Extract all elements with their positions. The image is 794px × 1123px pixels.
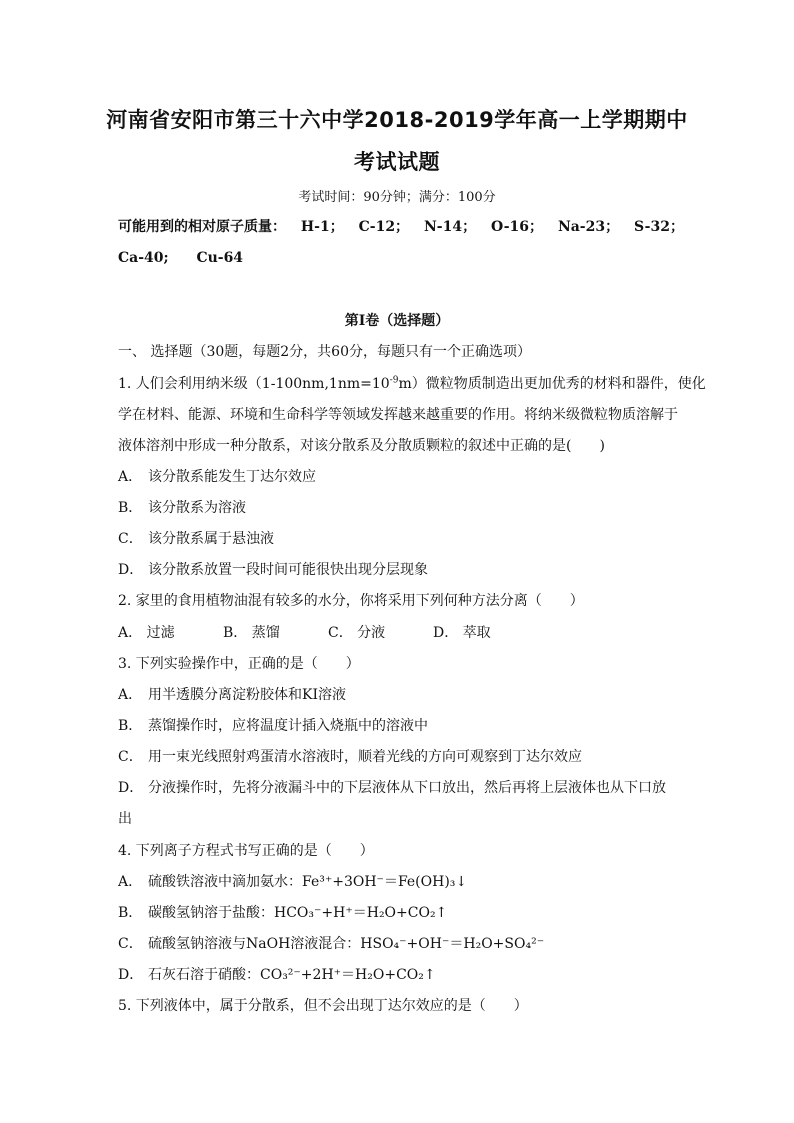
question-3-option-d-continuation: 出: [118, 811, 132, 827]
question-3-option-a: [118, 686, 684, 704]
option-label: B．: [118, 718, 143, 734]
question-1-option-c: [118, 530, 684, 548]
atomic-mass-item: O-16；: [491, 219, 544, 235]
option-text: 石灰石溶于硝酸：CO₃²⁻+2H⁺＝H₂O+CO₂↑: [148, 967, 436, 983]
atomic-mass-line: [118, 218, 684, 236]
option-text: 该分散系为溶液: [148, 500, 246, 516]
option-text: 萃取: [462, 625, 491, 641]
question-2-option-c: [328, 624, 433, 642]
atomic-mass-label: 可能用到的相对原子质量：: [118, 219, 286, 235]
question-1-option-a: [118, 468, 684, 486]
question-1-stem-line2: 学在材料、能源、环境和生命科学等领域发挥越来越重要的作用。将纳米级微粒物质溶解于: [118, 407, 678, 423]
option-label: D．: [118, 967, 144, 983]
option-text: 过滤: [146, 625, 175, 641]
atomic-mass-item: C-12；: [358, 219, 410, 235]
option-text: 用一束光线照射鸡蛋清水溶液时，顺着光线的方向可观察到丁达尔效应: [148, 749, 582, 765]
question-4-option-d: [118, 966, 684, 984]
section-intro: 一、 选择题（30题，每题2分，共60分，每题只有一个正确选项）: [118, 344, 531, 360]
question-2-option-b: [223, 624, 328, 642]
atomic-mass-item: H-1；: [300, 219, 344, 235]
page-title: 河南省安阳市第三十六中学2018-2019学年高一上学期期中: [106, 108, 688, 132]
option-label: A．: [118, 625, 143, 641]
question-3-option-d: [118, 779, 684, 797]
option-label: C．: [118, 749, 143, 765]
question-4-option-a: [118, 873, 684, 891]
atomic-mass-line-2: [118, 249, 684, 267]
option-text: 硫酸铁溶液中滴加氨水：Fe³⁺+3OH⁻＝Fe(OH)₃↓: [148, 874, 468, 890]
exam-info: 考试时间：90分钟；满分：100分: [298, 190, 496, 205]
question-4-option-b: [118, 904, 684, 922]
question-2-option-a: [118, 624, 223, 642]
exponent: -9: [389, 375, 399, 386]
question-3-option-b: [118, 717, 684, 735]
option-label: A．: [118, 687, 143, 703]
question-4-option-c: [118, 935, 684, 953]
option-label: B．: [118, 905, 143, 921]
atomic-mass-item: S-32；: [634, 219, 684, 235]
option-text: 分液: [357, 625, 386, 641]
question-3-option-c: [118, 748, 684, 766]
option-text: 该分散系能发生丁达尔效应: [148, 469, 316, 485]
option-label: B．: [223, 625, 248, 641]
page-title-continued: 考试试题: [354, 150, 440, 174]
option-text: 该分散系属于悬浊液: [148, 531, 274, 547]
section-title: 第I卷（选择题）: [344, 313, 450, 329]
option-text: 蒸馏操作时，应将温度计插入烧瓶中的溶液中: [148, 718, 428, 734]
atomic-mass-item: Cu-64: [196, 250, 244, 266]
question-3-stem: 3. 下列实验操作中，正确的是（ ）: [118, 656, 360, 672]
option-label: D．: [118, 780, 144, 796]
question-1-stem-line3: 液体溶剂中形成一种分散系，对该分散系及分散质颗粒的叙述中正确的是( ): [118, 438, 605, 454]
option-text: 分液操作时，先将分液漏斗中的下层液体从下口放出，然后再将上层液体也从下口放: [148, 780, 666, 796]
atomic-mass-item: N-14；: [423, 219, 477, 235]
question-4-stem: 4. 下列离子方程式书写正确的是（ ）: [118, 843, 374, 859]
option-text: 该分散系放置一段时间可能很快出现分层现象: [148, 562, 428, 578]
option-label: C．: [118, 936, 143, 952]
option-label: D．: [433, 625, 459, 641]
option-text: 蒸馏: [251, 625, 280, 641]
option-label: B．: [118, 500, 143, 516]
question-1-text: m）微粒物质制造出更加优秀的材料和器件，使化: [398, 376, 706, 392]
question-1-option-d: [118, 561, 684, 579]
question-1-option-b: [118, 499, 684, 517]
option-label: C．: [118, 531, 143, 547]
option-text: 用半透膜分离淀粉胶体和KI溶液: [148, 687, 346, 703]
question-2-stem: 2. 家里的食用植物油混有较多的水分，你将采用下列何种方法分离（ ）: [118, 593, 584, 609]
question-2-options: [118, 624, 684, 642]
question-1-text: 1. 人们会利用纳米级（1-100nm,1nm=10: [118, 376, 390, 392]
atomic-mass-item: Ca-40;: [118, 250, 169, 266]
option-label: C．: [328, 625, 353, 641]
option-text: 碳酸氢钠溶于盐酸：HCO₃⁻+H⁺＝H₂O+CO₂↑: [148, 905, 448, 921]
option-label: A．: [118, 469, 143, 485]
option-label: A．: [118, 874, 143, 890]
question-1-stem: [118, 375, 706, 393]
question-5-stem: 5. 下列液体中，属于分散系，但不会出现丁达尔效应的是（ ）: [118, 998, 528, 1014]
option-label: D．: [118, 562, 144, 578]
atomic-mass-item: Na-23；: [557, 219, 620, 235]
question-2-option-d: [433, 624, 538, 642]
option-text: 硫酸氢钠溶液与NaOH溶液混合：HSO₄⁻+OH⁻＝H₂O+SO₄²⁻: [148, 936, 545, 952]
